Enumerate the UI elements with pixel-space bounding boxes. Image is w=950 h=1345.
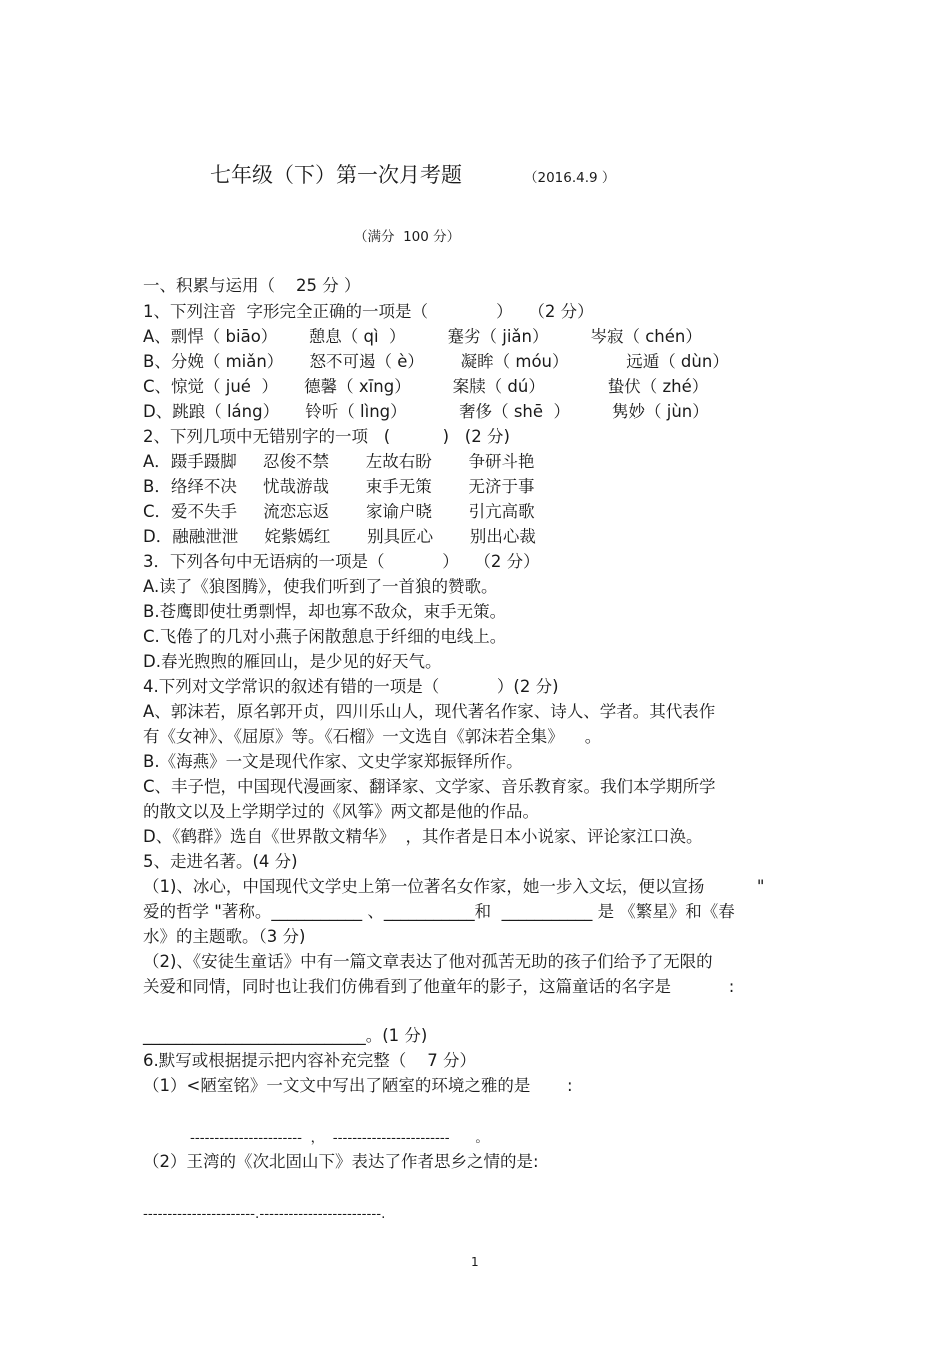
q4-option-c-line2: 的散文以及上学期学过的《风筝》两文都是他的作品。 [143, 802, 539, 821]
full-score: （满分 100 分） [354, 229, 461, 245]
q6-part2: （2）王湾的《次北固山下》表达了作者思乡之情的是: [143, 1152, 539, 1171]
question-4: 4.下列对文学常识的叙述有错的一项是（ ）(2 分) [143, 677, 559, 696]
question-1: 1、下列注音 字形完全正确的一项是（ ） （2 分） [143, 302, 594, 321]
q4-option-a-line2: 有《女神》、《屈原》等。《石榴》一文选自《郭沫若全集》 。 [143, 727, 602, 746]
q1-option-a: A、剽悍（ biāo） 憩息（ qì ） 蹇劣（ jiǎn） 岑寂（ chén） [143, 327, 702, 346]
q5-part1-line2: 爱的哲学 "著称。___________ 、___________和 ___________ 是 《繁星》和《春 [143, 902, 735, 921]
q6-part1: （1）<陋室铭》一文文中写出了陋室的环境之雅的是 : [143, 1076, 573, 1095]
q2-option-c: C．爱不失手 流恋忘返 家谕户晓 引亢高歌 [143, 502, 535, 521]
q3-option-c: C.飞倦了的几对小燕子闲散憩息于纤细的电线上。 [143, 627, 507, 646]
page-number: 1 [471, 1255, 479, 1269]
q1-option-d: D、跳踉（ láng） 铃听（ lìng） 奢侈（ shē ） 隽妙（ jùn） [143, 402, 709, 421]
q3-option-d: D.春光煦煦的雁回山，是少见的好天气。 [143, 652, 442, 671]
q3-option-b: B.苍鹰即使壮勇剽悍，却也寡不敌众，束手无策。 [143, 602, 507, 621]
q6-part2-answer-line: -----------------------.-------------------------. [143, 1206, 386, 1222]
q2-option-d: D．融融泄泄 姹紫嫣红 别具匠心 别出心裁 [143, 527, 536, 546]
question-6: 6.默写或根据提示把内容补充完整（ 7 分） [143, 1051, 476, 1070]
q6-part1-answer-line: ----------------------- ， ------------------------ 。 [190, 1130, 489, 1146]
q5-part2-answer-line: ___________________________。(1 分) [143, 1026, 428, 1045]
q4-option-b: B.《海燕》一文是现代作家、文史学家郑振铎所作。 [143, 752, 523, 771]
exam-title: 七年级（下）第一次月考题 [210, 163, 462, 187]
q4-option-d: D、《鹤群》选自《世界散文精华》 ，其作者是日本小说家、评论家江口涣。 [143, 827, 703, 846]
section-heading: 一、积累与运用（ 25 分 ） [143, 276, 361, 295]
q3-option-a: A.读了《狼图腾》，使我们听到了一首狼的赞歌。 [143, 577, 498, 596]
question-3: 3．下列各句中无语病的一项是（ ） （2 分） [143, 552, 540, 571]
q1-option-c: C、惊觉（ jué ） 德馨（ xīng） 案牍（ dú） 蛰伏（ zhé） [143, 377, 709, 396]
question-5: 5、走进名著。(4 分) [143, 852, 298, 871]
q5-part2-line2: 关爱和同情，同时也让我们仿佛看到了他童年的影子，这篇童话的名字是 : [143, 977, 735, 996]
q4-option-c-line1: C、丰子恺，中国现代漫画家、翻译家、文学家、音乐教育家。我们本学期所学 [143, 777, 716, 796]
q5-part2-line1: （2)、《安徒生童话》中有一篇文章表达了他对孤苦无助的孩子们给予了无限的 [143, 952, 713, 971]
question-2: 2、下列几项中无错别字的一项 ( ) (2 分) [143, 427, 510, 446]
q5-part1-line3: 水》的主题歌。（3 分) [143, 927, 306, 946]
q2-option-a: A．蹑手蹑脚 忍俊不禁 左故右盼 争研斗艳 [143, 452, 535, 471]
q2-option-b: B．络绎不决 忧哉游哉 束手无策 无济于事 [143, 477, 535, 496]
exam-date: （2016.4.9 ） [524, 170, 616, 186]
q4-option-a-line1: A、郭沫若，原名郭开贞，四川乐山人，现代著名作家、诗人、学者。其代表作 [143, 702, 716, 721]
q5-part1-line1: （1)、冰心，中国现代文学史上第一位著名女作家，她一步入文坛，便以宣扬 " [143, 877, 765, 896]
q1-option-b: B、分娩（ miǎn） 怒不可遏（ è） 凝眸（ móu） 远遁（ dùn） [143, 352, 729, 371]
